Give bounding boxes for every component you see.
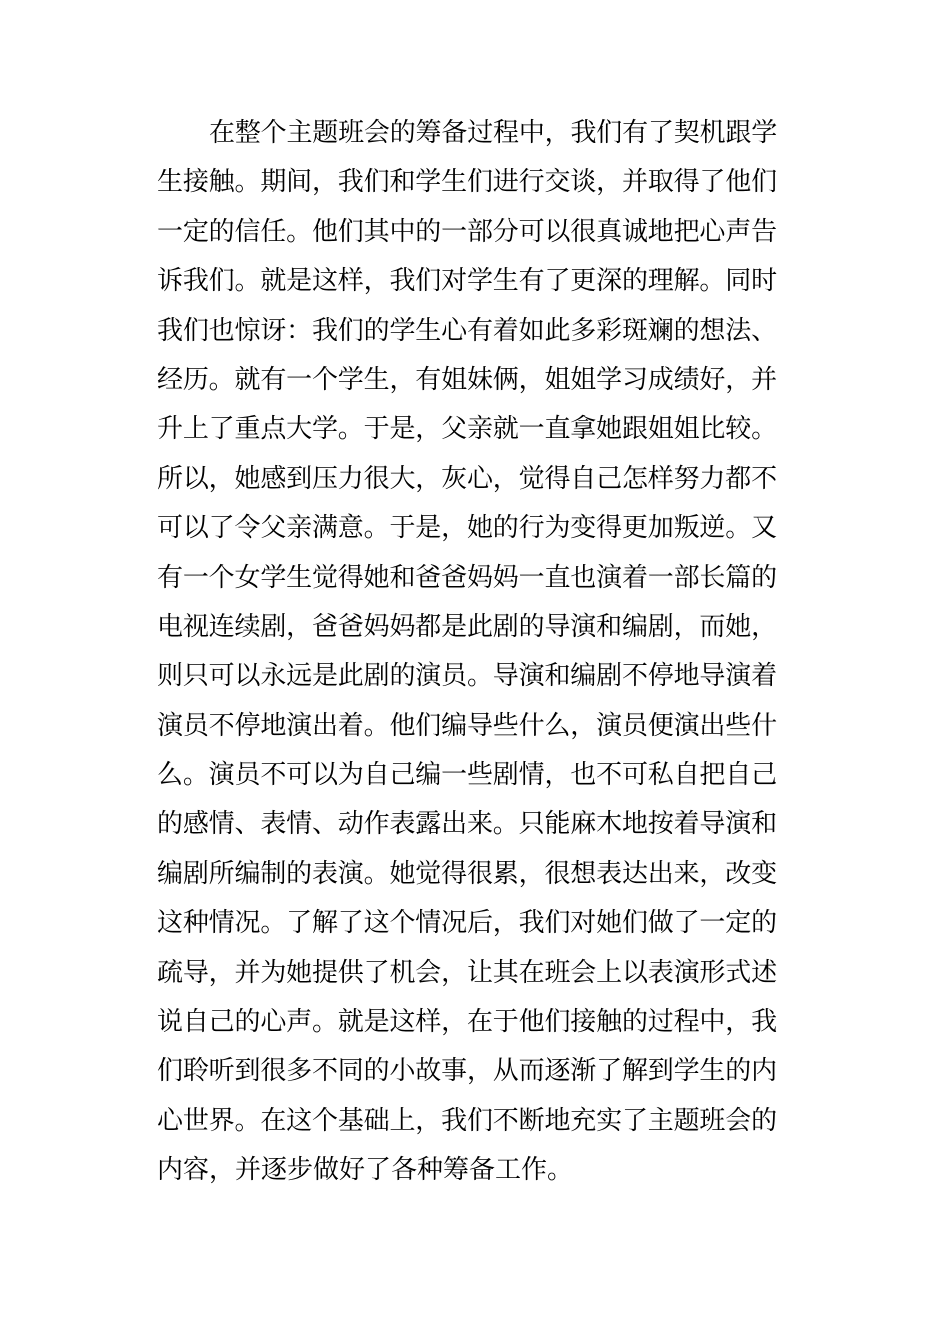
text-line: 演员不停地演出着。他们编导些什么，演员便演出些什 bbox=[157, 710, 777, 741]
text-line: 电视连续剧，爸爸妈妈都是此剧的导演和编剧，而她， bbox=[157, 611, 777, 642]
text-line: 我们也惊讶：我们的学生心有着如此多彩斑斓的想法、 bbox=[157, 315, 777, 346]
text-line: 说自己的心声。就是这样，在于他们接触的过程中，我 bbox=[157, 1007, 777, 1038]
text-line: 内容，并逐步做好了各种筹备工作。 bbox=[157, 1155, 574, 1186]
text-line: 的感情、表情、动作表露出来。只能麻木地按着导演和 bbox=[157, 809, 777, 840]
text-line: 有一个女学生觉得她和爸爸妈妈一直也演着一部长篇的 bbox=[157, 562, 777, 593]
text-line: 生接触。期间，我们和学生们进行交谈，并取得了他们 bbox=[157, 167, 777, 198]
text-line: 诉我们。就是这样，我们对学生有了更深的理解。同时 bbox=[157, 266, 777, 297]
text-line: 这种情况。了解了这个情况后，我们对她们做了一定的 bbox=[157, 908, 777, 939]
text-line: 在整个主题班会的筹备过程中，我们有了契机跟学 bbox=[209, 118, 778, 148]
text-line: 疏导，并为她提供了机会，让其在班会上以表演形式述 bbox=[157, 957, 777, 988]
text-line: 升上了重点大学。于是，父亲就一直拿她跟姐姐比较。 bbox=[157, 414, 777, 445]
text-line: 则只可以永远是此剧的演员。导演和编剧不停地导演着 bbox=[157, 661, 777, 692]
text-line: 么。演员不可以为自己编一些剧情，也不可私自把自己 bbox=[157, 760, 777, 791]
text-line: 经历。就有一个学生，有姐妹俩，姐姐学习成绩好，并 bbox=[157, 364, 777, 395]
text-line: 们聆听到很多不同的小故事，从而逐渐了解到学生的内 bbox=[157, 1056, 777, 1087]
body-paragraph bbox=[157, 109, 777, 1196]
text-line: 所以，她感到压力很大，灰心，觉得自己怎样努力都不 bbox=[157, 463, 777, 494]
text-line: 编剧所编制的表演。她觉得很累，很想表达出来，改变 bbox=[157, 858, 777, 889]
text-line: 一定的信任。他们其中的一部分可以很真诚地把心声告 bbox=[157, 216, 777, 247]
text-line: 可以了令父亲满意。于是，她的行为变得更加叛逆。又 bbox=[157, 513, 777, 544]
text-line: 心世界。在这个基础上，我们不断地充实了主题班会的 bbox=[157, 1105, 777, 1136]
